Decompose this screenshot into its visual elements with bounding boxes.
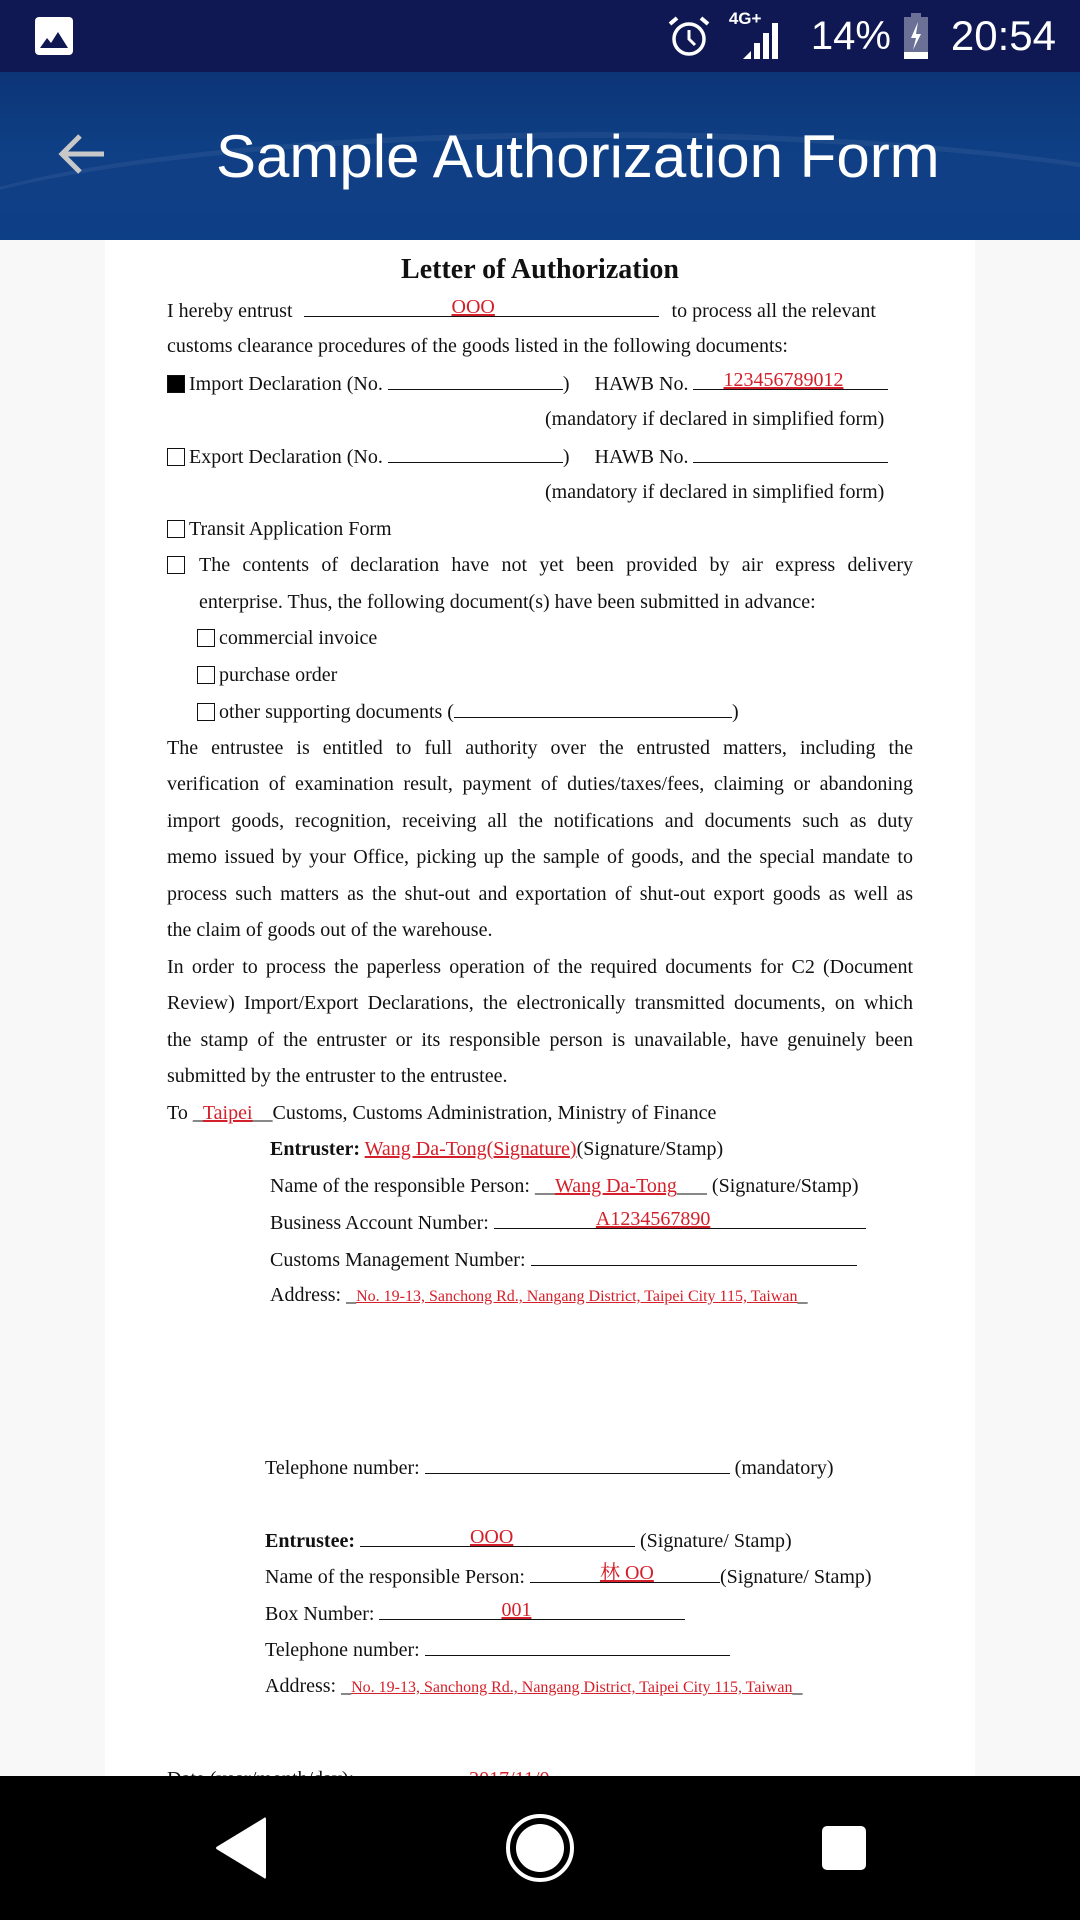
paragraph-2-line: submitted by the entruster to the entrustee. [167, 1065, 508, 1087]
to-suffix: __Customs, Customs Administration, Ministry of Finance [252, 1102, 717, 1124]
signal-indicator [729, 11, 787, 61]
responsible-label: Name of the responsible Person: __ [270, 1175, 555, 1197]
arrow-left-icon[interactable] [52, 124, 112, 184]
paren-close: ) [562, 446, 570, 468]
alarm-icon [667, 14, 711, 58]
battery-charging-icon [903, 12, 929, 60]
entrustee-value: OOO [451, 296, 495, 318]
export-declaration-checkbox[interactable] [167, 448, 185, 466]
paren-close: ) [731, 701, 739, 723]
customs-mgmt-field [531, 1247, 857, 1266]
entrustee-row [265, 1528, 792, 1553]
export-note: (mandatory if declared in simplified form) [545, 481, 885, 503]
import-declaration-checkbox[interactable] [167, 375, 185, 393]
business-account-field [494, 1210, 866, 1229]
document-title: Letter of Authorization [401, 254, 679, 285]
customs-mgmt-row [270, 1247, 857, 1272]
export-hawb-field [693, 444, 888, 463]
navigation-bar [0, 1776, 1080, 1920]
entrustee-telephone-row [265, 1637, 730, 1662]
export-declaration-label: Export Declaration (No. [189, 446, 383, 468]
address-suffix: _ [797, 1284, 808, 1306]
address-suffix: _ [792, 1675, 803, 1697]
address-label: Address: _ [270, 1284, 357, 1306]
paren-close: ) [562, 373, 570, 395]
entrustee-suffix: (Signature/ Stamp) [639, 1530, 792, 1552]
import-declaration-label: Import Declaration (No. [189, 373, 383, 395]
entrustee-telephone-field [425, 1637, 730, 1656]
transit-checkbox[interactable] [167, 520, 185, 538]
app-bar [0, 72, 1080, 240]
purchase-order-row [197, 663, 337, 687]
other-documents-checkbox[interactable] [197, 703, 215, 721]
import-hawb-value: 123456789012 [723, 369, 844, 391]
mandatory-note: (mandatory) [734, 1457, 834, 1479]
entruster-telephone-field [425, 1455, 730, 1474]
transit-row [167, 517, 392, 541]
other-documents-label: other supporting documents ( [219, 701, 454, 723]
entruster-telephone-row [265, 1455, 834, 1480]
customs-value: Taipei [202, 1102, 253, 1124]
box-number-value: 001 [501, 1599, 532, 1621]
box-number-label: Box Number: [265, 1603, 375, 1625]
export-no-field [388, 444, 563, 463]
intro-line-2: customs clearance procedures of the goods listed in the following documents: [167, 335, 788, 357]
paragraph-1-line: verification of examination result, payment of duties/taxes/fees, claiming or abandoning [167, 773, 913, 795]
commercial-invoice-row [197, 626, 377, 650]
telephone-label: Telephone number: [265, 1639, 420, 1661]
entrustee-field [360, 1528, 635, 1547]
entruster-suffix: (Signature/Stamp) [576, 1138, 724, 1160]
entrustee-field [304, 298, 659, 317]
telephone-label: Telephone number: [265, 1457, 420, 1479]
box-number-field [379, 1601, 685, 1620]
entruster-value: Wang Da-Tong(Signature) [364, 1138, 577, 1160]
network-type: 4G+ [728, 9, 762, 28]
signal-icon [729, 11, 787, 61]
business-account-row [270, 1210, 866, 1235]
nav-back-icon[interactable] [204, 1812, 276, 1884]
paragraph-1-line: memo issued by your Office, picking up the sample of goods, and the special mandate to [167, 846, 913, 868]
address-value: No. 19-13, Sanchong Rd., Nangang District, Taipei City 115, Taiwan [356, 1288, 798, 1305]
paragraph-2-line: Review) Import/Export Declarations, the electronically transmitted documents, on which [167, 992, 913, 1014]
entrustee-address-row [265, 1674, 803, 1700]
entruster-row [270, 1137, 723, 1161]
entruster-label: Entruster: [270, 1138, 360, 1160]
paragraph-2-line: the stamp of the entruster or its responsible person is unavailable, have genuinely been [167, 1029, 913, 1051]
paragraph-1-line: process such matters as the shut-out and exportation of shut-out export goods as well as [167, 883, 913, 905]
battery-percent: 14% [810, 13, 891, 58]
to-line [167, 1101, 716, 1125]
page-title: Sample Authorization Form [216, 123, 940, 190]
status-bar [0, 0, 1080, 72]
import-declaration-row [167, 371, 888, 396]
hawb-label: HAWB No. [594, 373, 689, 395]
address-value: No. 19-13, Sanchong Rd., Nangang District, Taipei City 115, Taiwan [351, 1679, 793, 1696]
responsible-suffix: (Signature/ Stamp) [719, 1566, 872, 1588]
other-documents-field [454, 699, 732, 718]
paragraph-1-line: The entrustee is entitled to full authority over the entrusted matters, including the [167, 737, 913, 759]
import-hawb-field [693, 371, 888, 390]
commercial-invoice-label: commercial invoice [219, 627, 378, 649]
contents-checkbox[interactable] [167, 556, 185, 574]
responsible-suffix: ___ (Signature/Stamp) [676, 1175, 859, 1197]
intro-prefix: I hereby entrust [167, 300, 293, 322]
entrustee-sig-value: OOO [469, 1526, 514, 1548]
paragraph-1-line: import goods, recognition, receiving all the notifications and documents such as duty [167, 810, 913, 832]
transit-label: Transit Application Form [189, 518, 392, 540]
purchase-order-label: purchase order [219, 664, 338, 686]
address-label: Address: _ [265, 1675, 352, 1697]
customs-mgmt-label: Customs Management Number: [270, 1249, 526, 1271]
contents-row [167, 553, 189, 577]
import-note: (mandatory if declared in simplified form) [545, 408, 885, 430]
entrustee-responsible-row [265, 1564, 872, 1589]
responsible-label: Name of the responsible Person: [265, 1566, 525, 1588]
business-account-label: Business Account Number: [270, 1212, 489, 1234]
box-number-row [265, 1601, 685, 1626]
hawb-label: HAWB No. [594, 446, 689, 468]
entruster-address-row [270, 1283, 808, 1309]
other-documents-row [197, 699, 739, 724]
responsible-value: 林 OO [599, 1562, 654, 1584]
nav-home-icon[interactable] [504, 1812, 576, 1884]
entruster-responsible-row [270, 1174, 859, 1198]
responsible-value: Wang Da-Tong [554, 1175, 677, 1197]
purchase-order-checkbox[interactable] [197, 666, 215, 684]
nav-recents-icon[interactable] [808, 1812, 880, 1884]
contents-text-1: The contents of declaration have not yet been provided by air express delivery [199, 554, 913, 576]
export-declaration-row [167, 444, 888, 469]
entrustee-label: Entrustee: [265, 1530, 355, 1552]
commercial-invoice-checkbox[interactable] [197, 629, 215, 647]
contents-text-2: enterprise. Thus, the following document(s) have been submitted in advance: [199, 591, 816, 613]
entrustee-responsible-field [530, 1564, 720, 1583]
gallery-icon [34, 16, 74, 56]
document-page[interactable] [105, 240, 975, 1780]
business-account-value: A1234567890 [595, 1208, 711, 1230]
to-prefix: To _ [167, 1102, 203, 1124]
paragraph-1-line: the claim of goods out of the warehouse. [167, 919, 493, 941]
paragraph-2-line: In order to process the paperless operation of the required documents for C2 (Document [167, 956, 913, 978]
import-no-field [388, 371, 563, 390]
intro-suffix: to process all the relevant [671, 300, 876, 322]
intro-line [167, 298, 876, 323]
clock: 20:54 [950, 12, 1056, 59]
